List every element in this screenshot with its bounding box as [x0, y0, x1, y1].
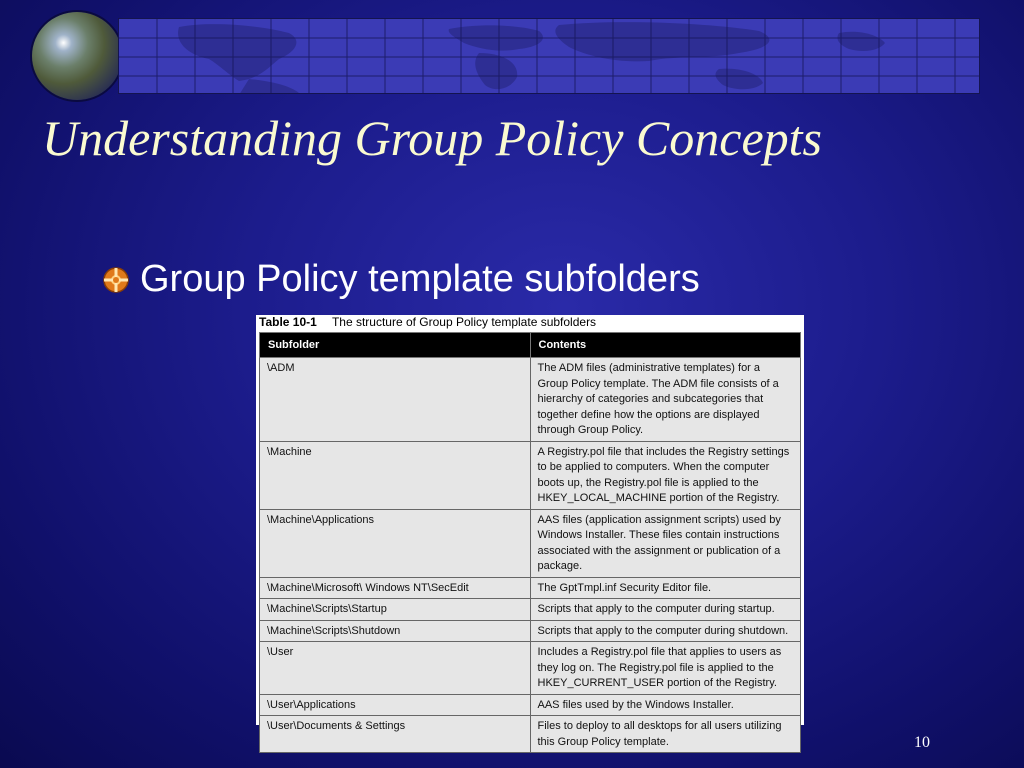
column-header-subfolder: Subfolder — [260, 333, 531, 358]
table-row — [260, 620, 801, 642]
subfolder-cell: \User\Applications — [260, 694, 531, 716]
table-row — [260, 577, 801, 599]
contents-cell: The GptTmpl.inf Security Editor file. — [530, 577, 801, 599]
subfolder-table-figure — [256, 315, 804, 748]
bullet-compass-icon — [102, 266, 130, 294]
contents-cell: The ADM files (administrative templates) for a Group Policy template. The ADM file consists of a hierarchy of categories and subcategories that together define how the options are displayed through Group Policy. — [530, 358, 801, 442]
contents-cell: A Registry.pol file that includes the Registry settings to be applied to computers. When the computer boots up, the Registry.pol file is applied to the HKEY_LOCAL_MACHINE portion of the Registry. — [530, 441, 801, 509]
table-caption — [259, 315, 801, 332]
subfolder-cell: \Machine\Microsoft\ Windows NT\SecEdit — [260, 577, 531, 599]
contents-cell: Scripts that apply to the computer during shutdown. — [530, 620, 801, 642]
table-row — [260, 716, 801, 753]
bullet-text: Group Policy template subfolders — [140, 258, 700, 300]
subfolder-cell: \Machine\Applications — [260, 509, 531, 577]
subfolder-cell: \Machine\Scripts\Startup — [260, 599, 531, 621]
world-map-banner — [118, 18, 980, 94]
page-number: 10 — [914, 734, 930, 751]
globe-icon — [32, 12, 122, 100]
contents-cell: Scripts that apply to the computer during startup. — [530, 599, 801, 621]
subfolder-cell: \Machine — [260, 441, 531, 509]
slide-title: Understanding Group Policy Concepts — [42, 110, 823, 166]
subfolder-table — [259, 332, 801, 753]
table-caption-text: The structure of Group Policy template subfolders — [331, 315, 597, 329]
subfolder-cell: \ADM — [260, 358, 531, 442]
subfolder-cell: \Machine\Scripts\Shutdown — [260, 620, 531, 642]
table-row — [260, 441, 801, 509]
subfolder-cell: \User\Documents & Settings — [260, 716, 531, 753]
contents-cell: Includes a Registry.pol file that applies to users as they log on. The Registry.pol file is applied to the HKEY_CURRENT_USER portion of the Registry. — [530, 642, 801, 695]
column-header-contents: Contents — [530, 333, 801, 358]
table-row — [260, 358, 801, 442]
table-caption-number: Table 10-1 — [259, 315, 317, 329]
contents-cell: AAS files used by the Windows Installer. — [530, 694, 801, 716]
contents-cell: Files to deploy to all desktops for all users utilizing this Group Policy template. — [530, 716, 801, 753]
table-row — [260, 642, 801, 695]
contents-cell: AAS files (application assignment scripts) used by Windows Installer. These files contain instructions associated with the assignment or publication of a package. — [530, 509, 801, 577]
subfolder-cell: \User — [260, 642, 531, 695]
table-row — [260, 509, 801, 577]
table-row — [260, 599, 801, 621]
table-header-row — [260, 333, 801, 358]
bullet-item — [102, 258, 700, 301]
table-row — [260, 694, 801, 716]
